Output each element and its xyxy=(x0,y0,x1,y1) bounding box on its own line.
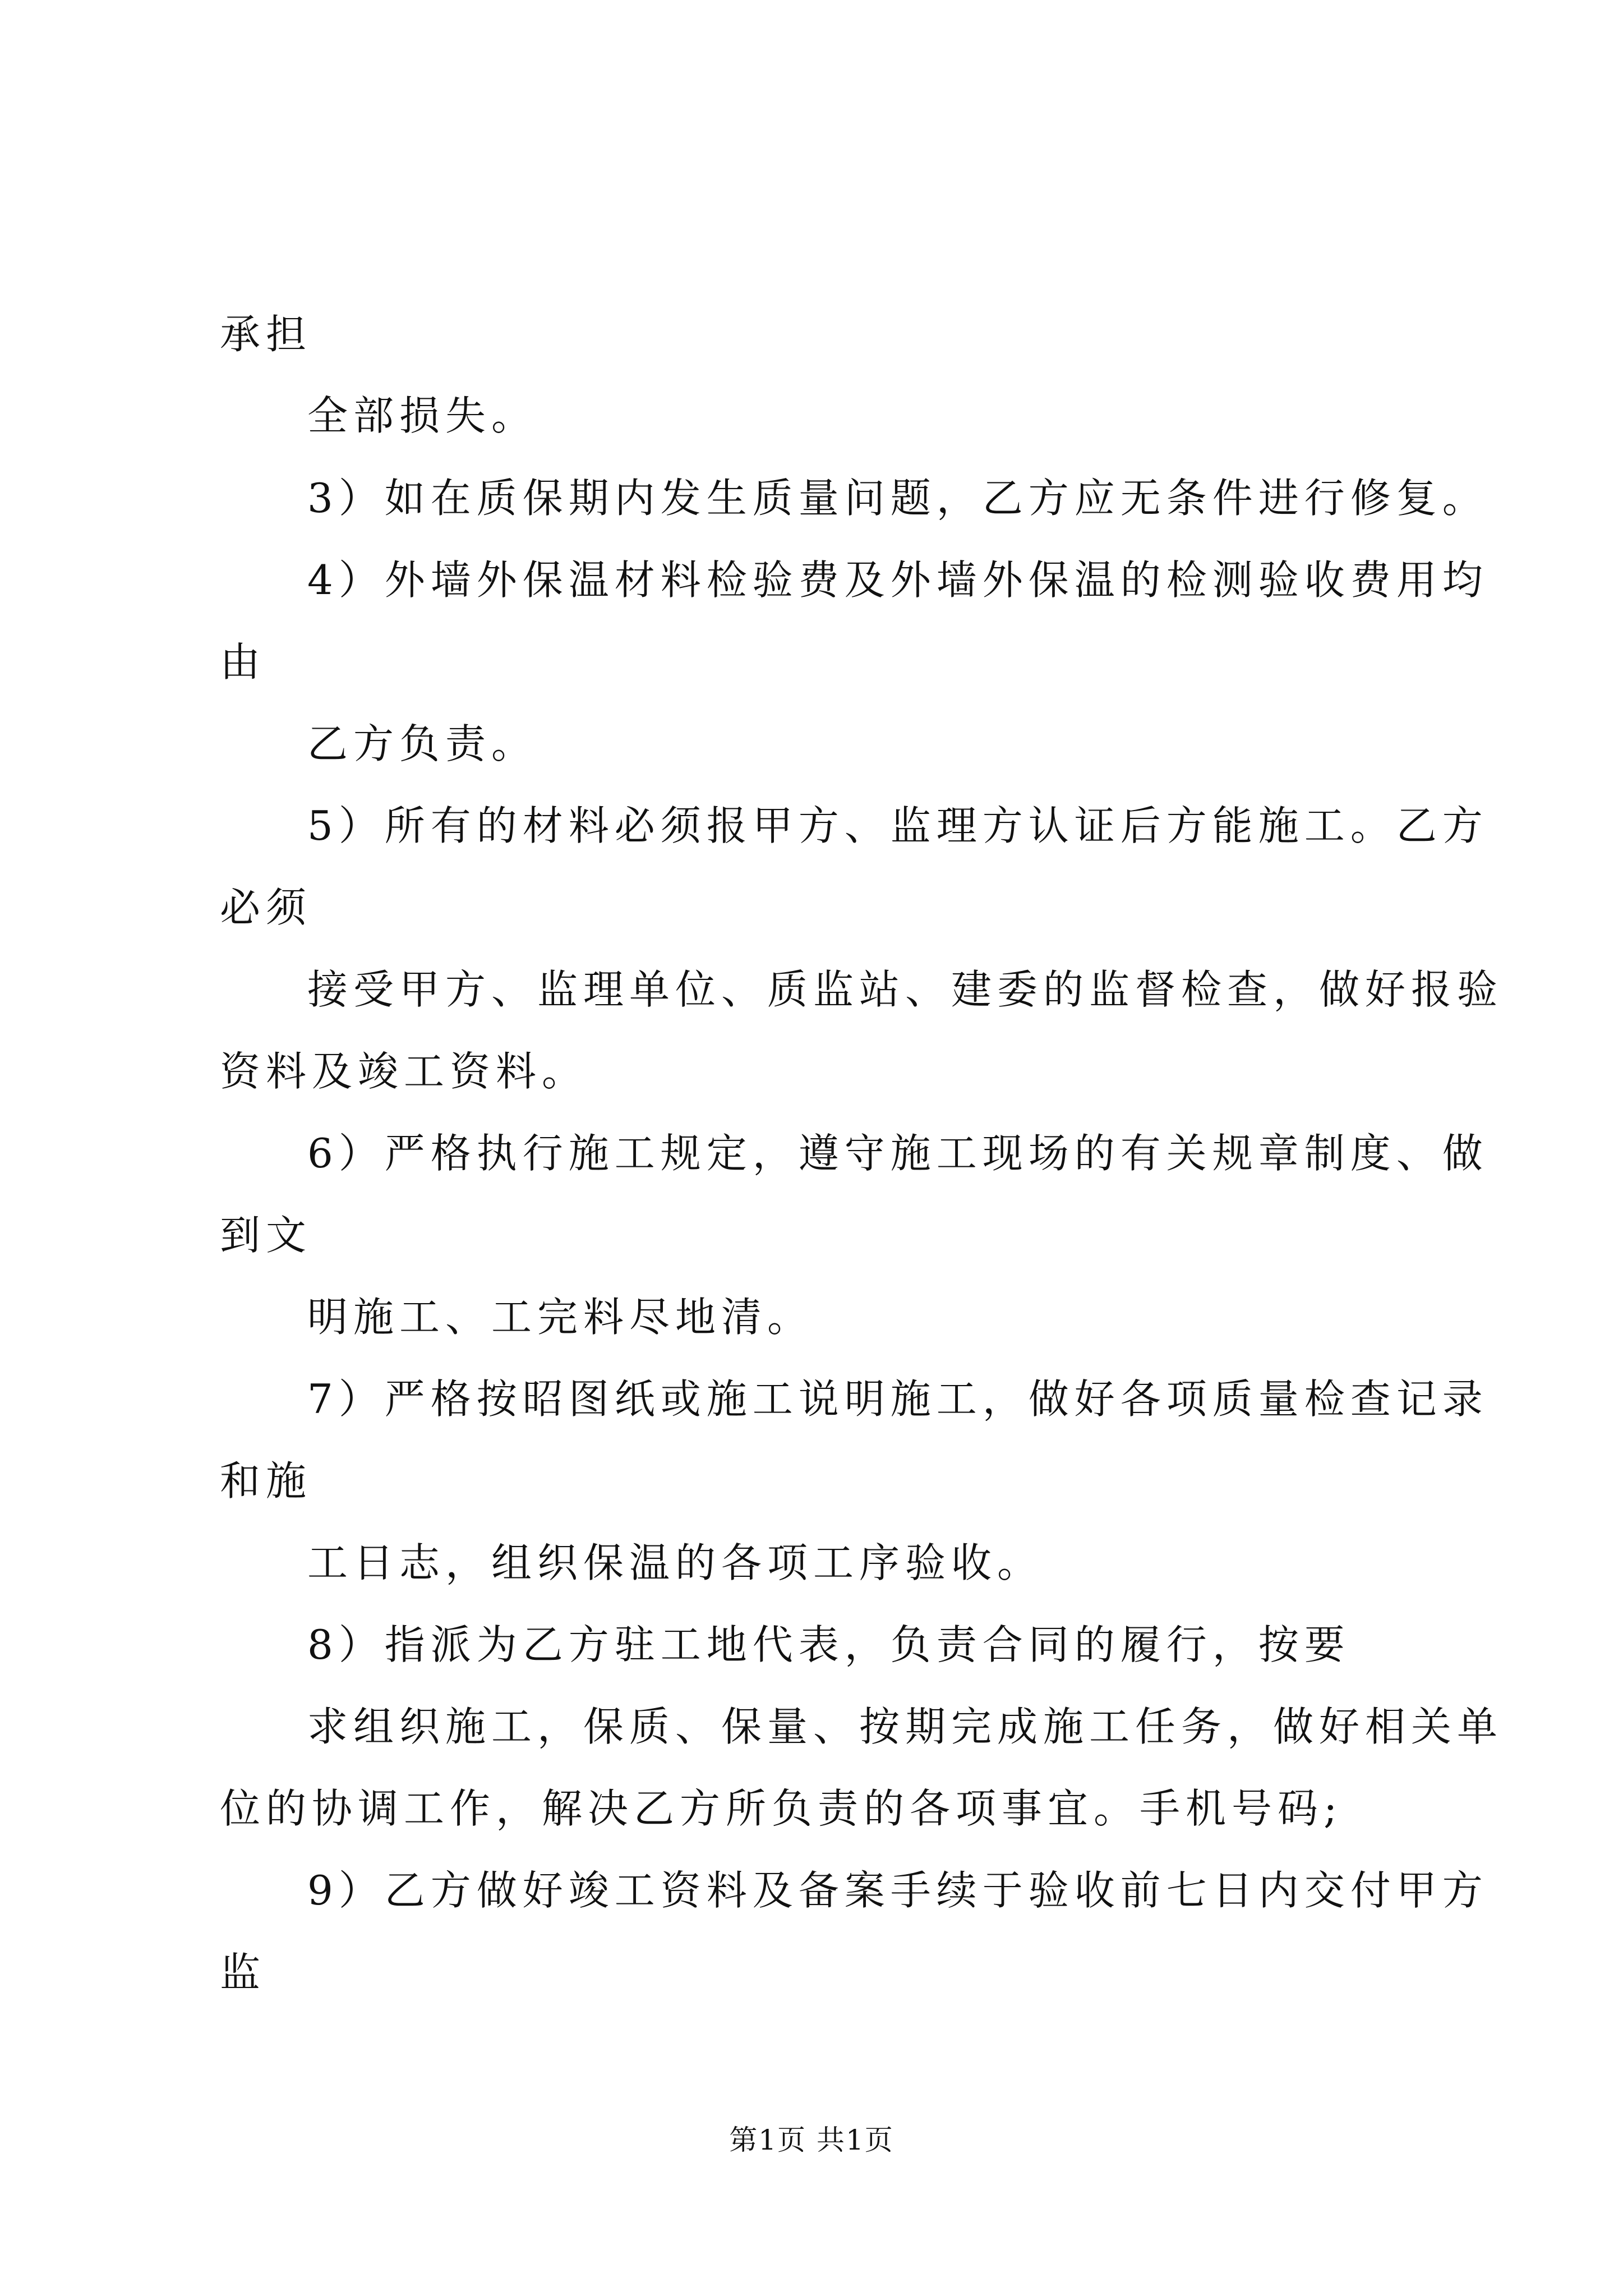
text-line-10: 资料及竣工资料。 xyxy=(220,1048,588,1095)
text-line-5: 由 xyxy=(220,638,266,685)
text-line-18: 求组织施工，保质、保量、按期完成施工任务，做好相关单 xyxy=(307,1703,1504,1750)
text-line-15: 和施 xyxy=(220,1457,312,1504)
text-line-7: 5）所有的材料必须报甲方、监理方认证后方能施工。乙方 xyxy=(307,802,1488,849)
text-line-11: 6）严格执行施工规定，遵守施工现场的有关规章制度、做 xyxy=(307,1130,1488,1177)
text-line-19: 位的协调工作，解决乙方所负责的各项事宜。手机号码; xyxy=(220,1785,1343,1832)
text-line-2: 全部损失。 xyxy=(307,392,538,439)
text-line-21: 监 xyxy=(220,1949,266,1996)
text-line-4: 4）外墙外保温材料检验费及外墙外保温的检测验收费用均 xyxy=(307,556,1488,604)
text-line-17: 8）指派为乙方驻工地代表，负责合同的履行，按要 xyxy=(307,1621,1350,1668)
text-line-6: 乙方负责。 xyxy=(307,720,538,767)
text-line-12: 到文 xyxy=(220,1212,312,1259)
text-line-9: 接受甲方、监理单位、质监站、建委的监督检查，做好报验 xyxy=(307,966,1504,1013)
text-line-20: 9）乙方做好竣工资料及备案手续于验收前七日内交付甲方 xyxy=(307,1867,1488,1914)
text-line-8: 必须 xyxy=(220,884,312,931)
text-line-1: 承担 xyxy=(220,311,312,358)
text-line-16: 工日志，组织保温的各项工序验收。 xyxy=(307,1539,1044,1586)
text-line-14: 7）严格按昭图纸或施工说明施工，做好各项质量检查记录 xyxy=(307,1375,1488,1423)
page-footer: 第1页 共1页 xyxy=(729,2124,894,2156)
text-line-3: 3）如在质保期内发生质量问题，乙方应无条件进行修复。 xyxy=(307,475,1488,522)
text-line-13: 明施工、工完料尽地清。 xyxy=(307,1294,814,1341)
